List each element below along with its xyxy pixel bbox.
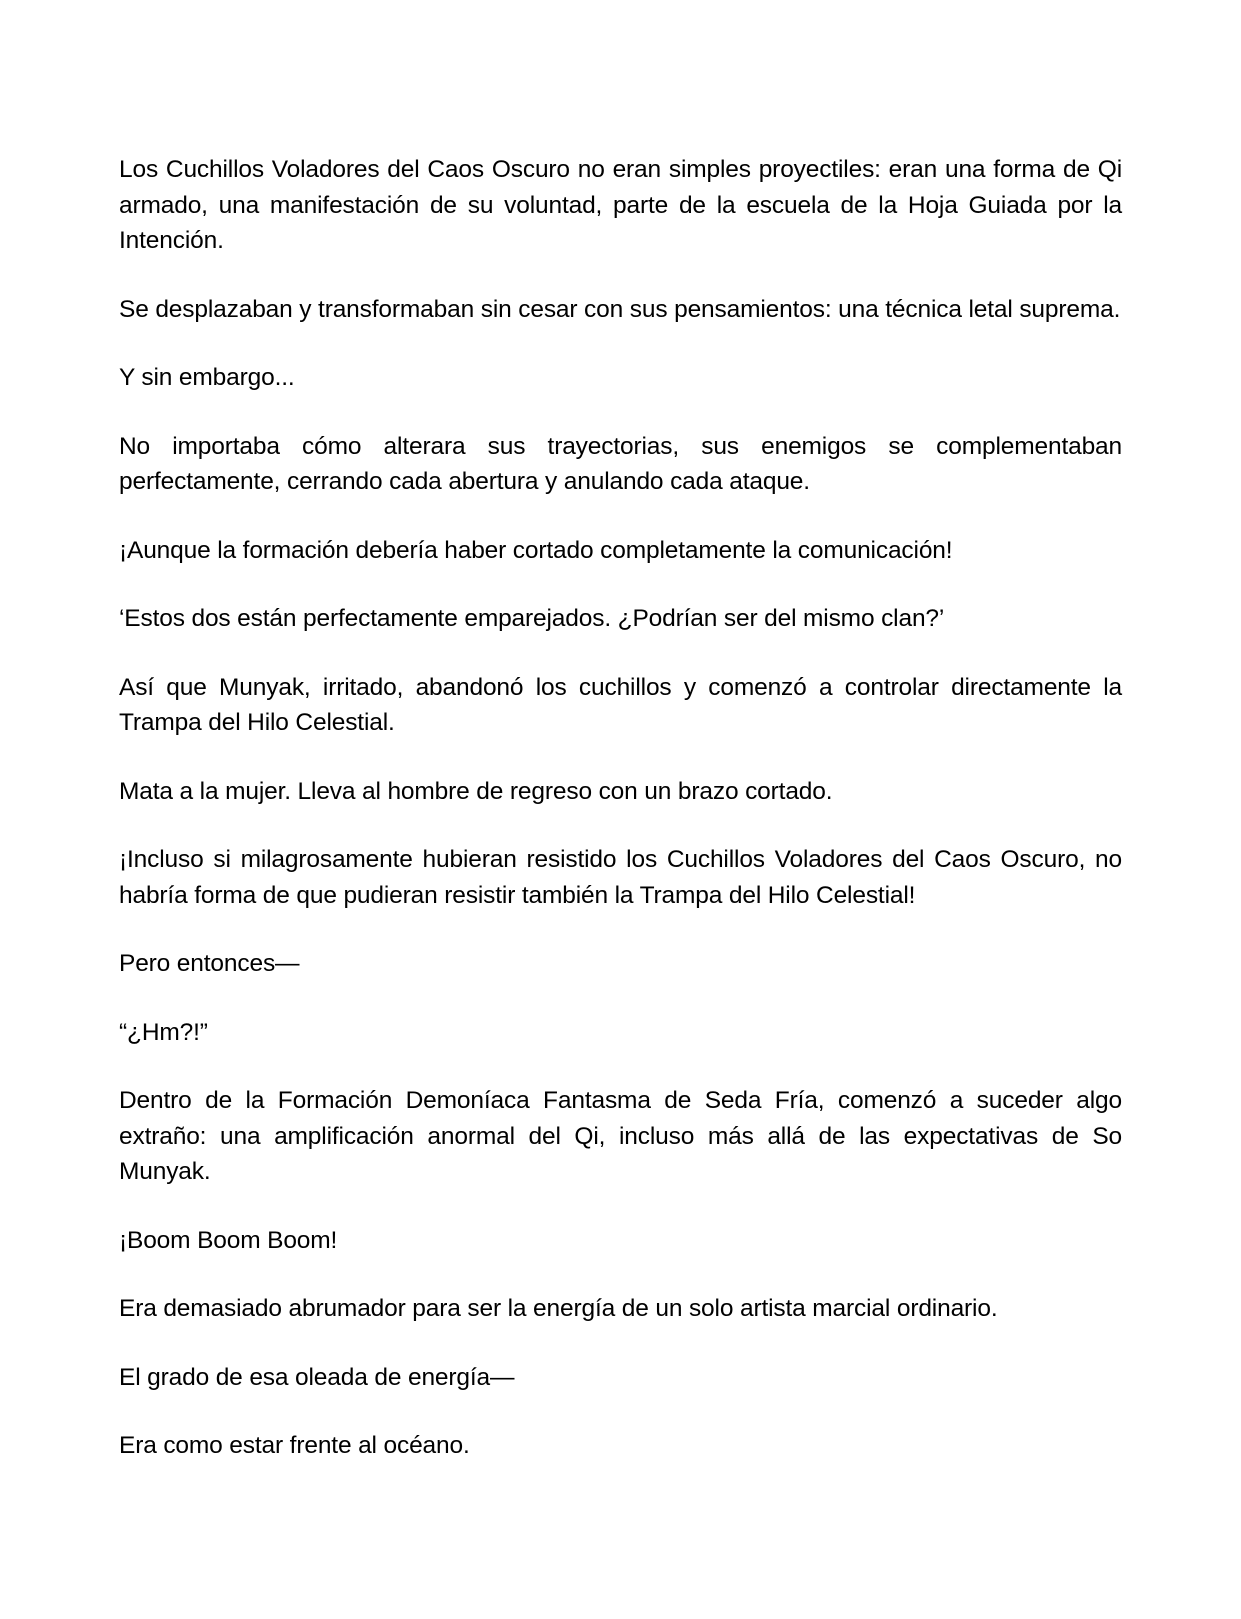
paragraph-9: ¡Incluso si milagrosamente hubieran resistido los Cuchillos Voladores del Caos Oscuro, no habría forma de que pudieran resistir también la Trampa del Hilo Celestial!	[119, 846, 1122, 909]
document-body	[119, 152, 1122, 1497]
paragraph-6: ‘Estos dos están perfectamente emparejados. ¿Podrían ser del mismo clan?’	[119, 605, 945, 632]
paragraph-14: Era demasiado abrumador para ser la energía de un solo artista marcial ordinario.	[119, 1295, 998, 1322]
paragraph-5: ¡Aunque la formación debería haber cortado completamente la comunicación!	[119, 536, 953, 564]
paragraph-7: Así que Munyak, irritado, abandonó los cuchillos y comenzó a controlar directamente la Trampa del Hilo Celestial.	[119, 673, 1122, 736]
paragraph-8: Mata a la mujer. Lleva al hombre de regreso con un brazo cortado.	[119, 777, 833, 805]
paragraph-4: No importaba cómo alterara sus trayectorias, sus enemigos se complementaban perfectamente, cerrando cada abertura y anulando cada ataque.	[119, 432, 1122, 495]
paragraph-16: Era como estar frente al océano.	[119, 1432, 470, 1459]
paragraph-13: ¡Boom Boom Boom!	[119, 1226, 338, 1254]
paragraph-2: Se desplazaban y transformaban sin cesar con sus pensamientos: una técnica letal suprema.	[119, 295, 1121, 323]
paragraph-11: “¿Hm?!”	[119, 1018, 208, 1046]
paragraph-15: El grado de esa oleada de energía—	[119, 1363, 515, 1391]
paragraph-12: Dentro de la Formación Demoníaca Fantasma de Seda Fría, comenzó a suceder algo extraño: una amplificación anormal del Qi, incluso más allá de las expectativas de So Munyak.	[119, 1087, 1122, 1185]
paragraph-1: Los Cuchillos Voladores del Caos Oscuro no eran simples proyectiles: eran una forma de Qi armado, una manifestación de su voluntad, parte de la escuela de la Hoja Guiada por la Intención.	[119, 156, 1122, 254]
paragraph-10: Pero entonces—	[119, 950, 300, 977]
paragraph-3: Y sin embargo...	[119, 364, 295, 391]
